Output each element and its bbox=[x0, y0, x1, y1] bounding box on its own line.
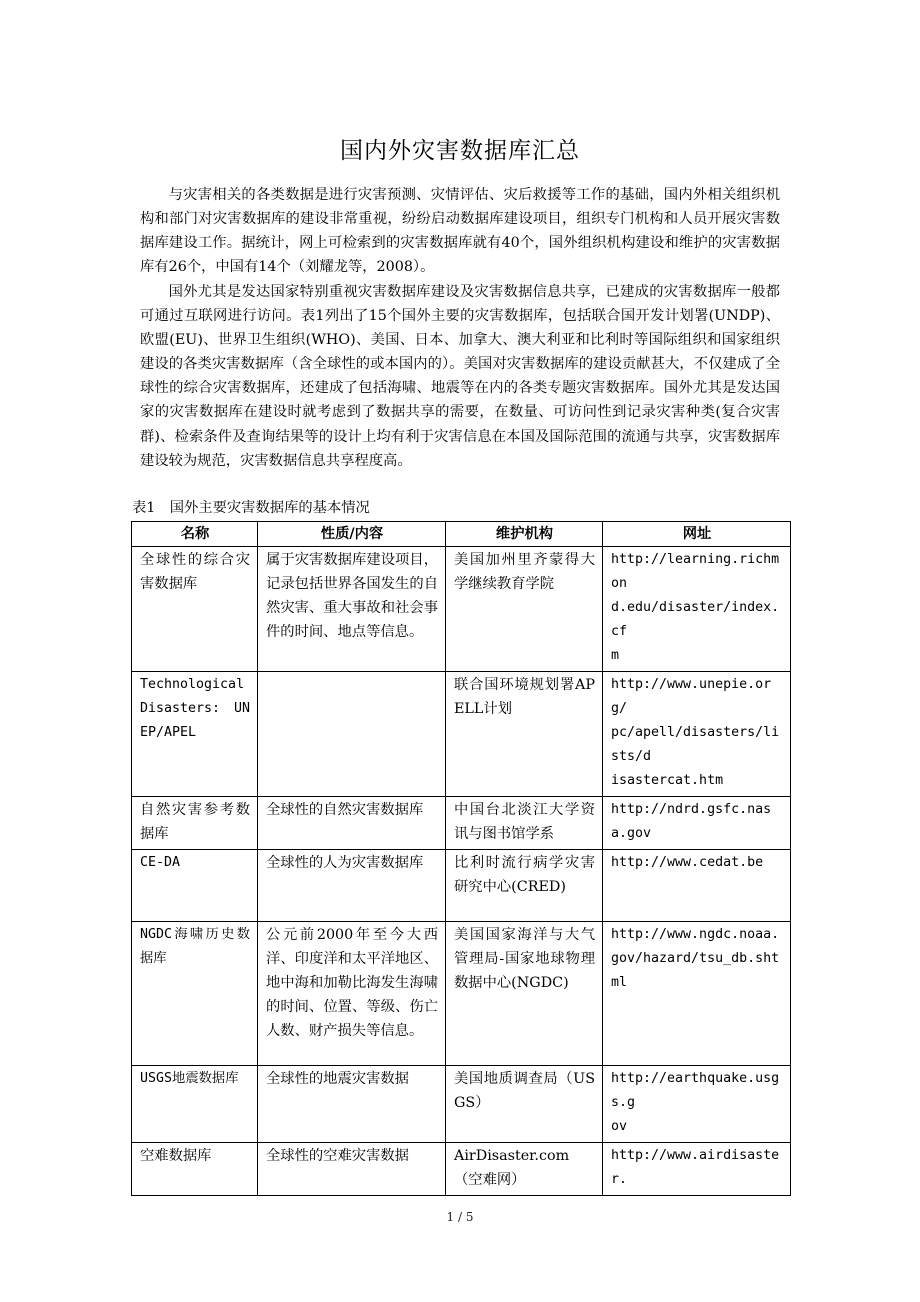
table-row bbox=[132, 922, 791, 1066]
table-row bbox=[132, 850, 791, 922]
overseas-paragraph: 国外尤其是发达国家特别重视灾害数据库建设及灾害数据信息共享，已建成的灾害数据库一般都可通过互联网进行访问。表1列出了15个国外主要的灾害数据库，包括联合国开发计划署(UNDP)、欧盟(EU)、世界卫生组织(WHO)、美国、日本、加拿大、澳大利亚和比利时等国际组织和国家组织建设的各类灾害数据库（含全球性的或本国内的）。美国对灾害数据库的建设贡献甚大，不仅建成了全球性的综合灾害数据库，还建成了包括海啸、地震等在内的各类专题灾害数据库。国外尤其是发达国家的灾害数据库在建设时就考虑到了数据共享的需要，在数量、可访问性到记录灾害种类(复合灾害群)、检索条件及查询结果等的设计上均有利于灾害信息在本国及国际范围的流通与共享，灾害数据库建设较为规范，灾害数据信息共享程度高。 bbox=[140, 284, 780, 469]
cell-content: 公元前2000年至今大西洋、印度洋和太平洋地区、地中海和加勒比海发生海啸的时间、位置、等级、伤亡人数、财产损失等信息。 bbox=[258, 922, 446, 1066]
cell-content: 属于灾害数据库建设项目，记录包括世界各国发生的自然灾害、重大事故和社会事件的时间、地点等信息。 bbox=[258, 547, 446, 672]
header-url: 网址 bbox=[603, 522, 791, 547]
cell-content: 全球性的自然灾害数据库 bbox=[258, 797, 446, 850]
cell-url[interactable]: http://www.cedat.be bbox=[603, 850, 791, 922]
cell-content: 全球性的人为灾害数据库 bbox=[258, 850, 446, 922]
cell-url[interactable]: http://ndrd.gsfc.nasa.gov bbox=[603, 797, 791, 850]
cell-organization: 联合国环境规划署APELL计划 bbox=[446, 672, 603, 797]
cell-name: Technological Disasters: UNEP/APEL bbox=[132, 672, 258, 797]
cell-url[interactable]: http://www.unepie.org/ pc/apell/disasters/lists/d isastercat.htm bbox=[603, 672, 791, 797]
cell-content bbox=[258, 672, 446, 797]
header-organization: 维护机构 bbox=[446, 522, 603, 547]
table-header-row bbox=[132, 522, 791, 547]
intro-paragraph: 与灾害相关的各类数据是进行灾害预测、灾情评估、灾后救援等工作的基础，国内外相关组织机构和部门对灾害数据库的建设非常重视，纷纷启动数据库建设项目，组织专门机构和人员开展灾害数据库建设工作。据统计，网上可检索到的灾害数据库就有40个，国外组织机构建设和维护的灾害数据库有26个，中国有14个（刘耀龙等，2008）。 bbox=[140, 187, 780, 276]
table-row bbox=[132, 1066, 791, 1143]
page-number: 1 / 5 bbox=[446, 1210, 474, 1224]
cell-organization: 比利时流行病学灾害研究中心(CRED) bbox=[446, 850, 603, 922]
cell-name: 空难数据库 bbox=[132, 1143, 258, 1196]
disaster-database-table bbox=[131, 521, 791, 1196]
cell-organization: 美国加州里齐蒙得大学继续教育学院 bbox=[446, 547, 603, 672]
cell-url[interactable]: http://www.airdisaster. bbox=[603, 1143, 791, 1196]
cell-organization: AirDisaster.com（空难网） bbox=[446, 1143, 603, 1196]
cell-name: CE-DA bbox=[132, 850, 258, 922]
cell-name: USGS地震数据库 bbox=[132, 1066, 258, 1143]
cell-organization: 美国国家海洋与大气管理局-国家地球物理数据中心(NGDC) bbox=[446, 922, 603, 1066]
cell-name: 自然灾害参考数据库 bbox=[132, 797, 258, 850]
cell-url[interactable]: http://learning.richmon d.edu/disaster/index.cf m bbox=[603, 547, 791, 672]
cell-name: 全球性的综合灾害数据库 bbox=[132, 547, 258, 672]
page-title: 国内外灾害数据库汇总 bbox=[340, 138, 580, 164]
header-name: 名称 bbox=[132, 522, 258, 547]
table-row bbox=[132, 672, 791, 797]
cell-url[interactable]: http://earthquake.usgs.g ov bbox=[603, 1066, 791, 1143]
table-caption: 表1 国外主要灾害数据库的基本情况 bbox=[132, 500, 370, 516]
cell-url[interactable]: http://www.ngdc.noaa. gov/hazard/tsu_db.sht ml bbox=[603, 922, 791, 1066]
cell-content: 全球性的地震灾害数据 bbox=[258, 1066, 446, 1143]
cell-organization: 美国地质调查局（USGS） bbox=[446, 1066, 603, 1143]
table-row bbox=[132, 797, 791, 850]
cell-content: 全球性的空难灾害数据 bbox=[258, 1143, 446, 1196]
table-row bbox=[132, 547, 791, 672]
table-body bbox=[132, 547, 791, 1196]
cell-name: NGDC海啸历史数据库 bbox=[132, 922, 258, 1066]
cell-organization: 中国台北淡江大学资讯与图书馆学系 bbox=[446, 797, 603, 850]
table-row bbox=[132, 1143, 791, 1196]
header-content: 性质/内容 bbox=[258, 522, 446, 547]
